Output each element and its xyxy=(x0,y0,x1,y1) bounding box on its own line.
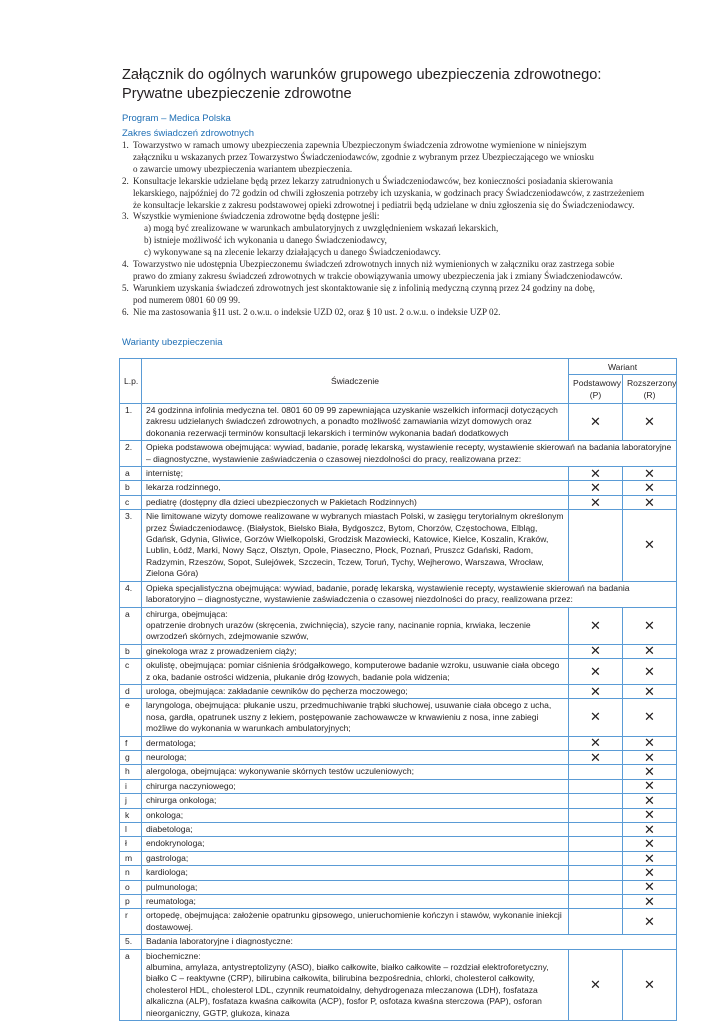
basic-mark: ✕ xyxy=(569,659,623,685)
table-row xyxy=(120,935,677,949)
row-lp: a xyxy=(120,949,142,1020)
intro-line xyxy=(122,200,682,212)
extended-mark: ✕ xyxy=(623,765,677,779)
intro-line xyxy=(122,283,682,295)
intro-text: Warunkiem uzyskania świadczeń zdrowotnych jest skontaktowanie się z infolinią medyczną czynną przez 24 godziny na dobę, xyxy=(133,282,595,293)
row-lp: m xyxy=(120,851,142,865)
row-service: alergologa, obejmująca: wykonywanie skórnych testów uczuleniowych; xyxy=(142,765,569,779)
table-row xyxy=(120,823,677,837)
row-service: Badania laboratoryjne i diagnostyczne: xyxy=(142,935,677,949)
row-service: reumatologa; xyxy=(142,895,569,909)
extended-mark: ✕ xyxy=(623,779,677,793)
row-lp: 5. xyxy=(120,935,142,949)
intro-number xyxy=(122,200,133,212)
variants-table xyxy=(119,358,677,1021)
extended-mark: ✕ xyxy=(623,481,677,495)
intro-number: 4. xyxy=(122,259,129,270)
row-lp: h xyxy=(120,765,142,779)
intro-number xyxy=(122,188,133,200)
basic-mark xyxy=(569,510,623,581)
intro-line xyxy=(122,223,682,235)
extended-mark: ✕ xyxy=(623,404,677,441)
row-lp: 2. xyxy=(120,441,142,467)
extended-mark: ✕ xyxy=(623,794,677,808)
row-lp: e xyxy=(120,699,142,736)
row-service: diabetologa; xyxy=(142,823,569,837)
table-row xyxy=(120,794,677,808)
table-row xyxy=(120,467,677,481)
table-row xyxy=(120,779,677,793)
table-row xyxy=(120,510,677,581)
basic-mark xyxy=(569,909,623,935)
row-lp: b xyxy=(120,481,142,495)
row-lp: i xyxy=(120,779,142,793)
row-service: okulistę, obejmująca: pomiar ciśnienia śródgałkowego, komputerowe badanie wzroku, usuwanie ciała obcego z oka, badanie ostrości widzenia, płukanie dróg łzowych, badanie pola widzenia; xyxy=(142,659,569,685)
intro-text: lekarskiego, najpóźniej do 72 godzin od chwili zgłoszenia potrzeby ich uzyskania, w godzinach pracy Świadczeniodawców, z zastrzeżeniem xyxy=(133,187,645,198)
intro-text: załączniku u wskazanych przez Towarzystwo Świadczeniodawców, zgodnie z wybranym przez Ubezpieczającego we wniosku xyxy=(133,151,594,162)
table-row xyxy=(120,481,677,495)
intro-list xyxy=(122,140,682,319)
row-lp: f xyxy=(120,736,142,750)
header-service: Świadczenie xyxy=(142,359,569,404)
basic-mark xyxy=(569,895,623,909)
intro-line xyxy=(122,235,682,247)
row-service: Opieka podstawowa obejmująca: wywiad, badanie, poradę lekarską, wystawienie recepty, wystawienie skierowań na badania laboratoryjne – diagnostyczne, wystawienie zaświadczenia o czasowej niezdolności do pracy, realizowana przez: xyxy=(142,441,677,467)
intro-line xyxy=(122,188,682,200)
row-lp: p xyxy=(120,895,142,909)
intro-number: 2. xyxy=(122,175,129,186)
row-service: chirurga naczyniowego; xyxy=(142,779,569,793)
intro-line xyxy=(122,164,682,176)
table-row xyxy=(120,750,677,764)
basic-mark: ✕ xyxy=(569,750,623,764)
basic-mark xyxy=(569,808,623,822)
row-service: chirurga onkologa; xyxy=(142,794,569,808)
row-service: dermatologa; xyxy=(142,736,569,750)
intro-line xyxy=(122,176,682,188)
basic-mark: ✕ xyxy=(569,699,623,736)
extended-mark: ✕ xyxy=(623,851,677,865)
basic-mark: ✕ xyxy=(569,949,623,1020)
row-lp: l xyxy=(120,823,142,837)
basic-mark xyxy=(569,823,623,837)
extended-mark: ✕ xyxy=(623,823,677,837)
extended-mark: ✕ xyxy=(623,880,677,894)
row-service: gastrologa; xyxy=(142,851,569,865)
intro-number xyxy=(122,164,133,176)
intro-line xyxy=(122,211,682,223)
row-lp: n xyxy=(120,866,142,880)
extended-mark: ✕ xyxy=(623,895,677,909)
intro-text: prawo do zmiany zakresu świadczeń zdrowotnych w trakcie obowiązywania umowy ubezpieczenia jak i zmiany Świadczeniodawców. xyxy=(133,270,623,281)
intro-number xyxy=(122,271,133,283)
table-row xyxy=(120,659,677,685)
row-lp: a xyxy=(120,607,142,644)
table-row xyxy=(120,581,677,607)
table-row xyxy=(120,699,677,736)
basic-mark: ✕ xyxy=(569,481,623,495)
row-lp: d xyxy=(120,684,142,698)
variants-heading: Warianty ubezpieczenia xyxy=(122,337,223,348)
row-lp: k xyxy=(120,808,142,822)
table-row xyxy=(120,607,677,644)
intro-number: 3. xyxy=(122,211,129,222)
table-row xyxy=(120,495,677,509)
row-service: onkologa; xyxy=(142,808,569,822)
row-service: kardiologa; xyxy=(142,866,569,880)
table-row xyxy=(120,644,677,658)
basic-mark xyxy=(569,794,623,808)
row-service: chirurga, obejmująca: opatrzenie drobnych urazów (skręcenia, zwichnięcia), szycie rany, nacinanie ropnia, krwiaka, leczenie owrzodzeń skórnych, zdejmowanie szwów, xyxy=(142,607,569,644)
extended-mark: ✕ xyxy=(623,644,677,658)
header-variant: Wariant xyxy=(569,359,677,375)
basic-mark xyxy=(569,880,623,894)
table-row xyxy=(120,880,677,894)
basic-mark xyxy=(569,866,623,880)
extended-mark: ✕ xyxy=(623,949,677,1020)
basic-mark: ✕ xyxy=(569,404,623,441)
intro-number xyxy=(133,235,144,247)
intro-line xyxy=(122,307,682,319)
row-lp: c xyxy=(120,659,142,685)
row-lp: g xyxy=(120,750,142,764)
row-lp: 1. xyxy=(120,404,142,441)
basic-mark xyxy=(569,779,623,793)
intro-number: 1. xyxy=(122,140,129,150)
row-lp: 3. xyxy=(120,510,142,581)
row-service: endokrynologa; xyxy=(142,837,569,851)
row-service: urologa, obejmująca: zakładanie cewników do pęcherza moczowego; xyxy=(142,684,569,698)
intro-text: Nie ma zastosowania §11 ust. 2 o.w.u. o indeksie UZD 02, oraz § 10 ust. 2 o.w.u. o indeksie UZP 02. xyxy=(133,306,501,317)
intro-text: pod numerem 0801 60 09 99. xyxy=(133,294,241,305)
title-line-1: Załącznik do ogólnych warunków grupowego ubezpieczenia zdrowotnego: xyxy=(122,67,602,83)
extended-mark: ✕ xyxy=(623,467,677,481)
intro-line xyxy=(122,271,682,283)
extended-mark: ✕ xyxy=(623,684,677,698)
basic-mark: ✕ xyxy=(569,644,623,658)
intro-number: 6. xyxy=(122,306,129,317)
row-lp: c xyxy=(120,495,142,509)
row-service: biochemiczne: albumina, amylaza, antystreptolizyny (ASO), białko całkowite, białko całkowite – rozdział elektroforetyczny, białko C – reaktywne (CRP), bilirubina całkowita, bilirubina bezpośrednia, chlorki, cholesterol całkowity, cholesterol HDL, cholesterol LDL, czynnik reumatoidalny, dehydrogenaza mleczanowa (LDH), fosfataza alkaliczna (ALP), fosfataza kwaśna całkowita (ACP), fosfor P, osfotaza kwaśna sterczowa (PAP), osforan nieorganiczny, GGTP, glukoza, kinaza xyxy=(142,949,569,1020)
intro-line xyxy=(122,140,682,152)
scope-heading: Zakres świadczeń zdrowotnych xyxy=(122,128,254,139)
intro-text: c) wykonywane są na zlecenie lekarzy działających u danego Świadczeniodawcy. xyxy=(144,247,441,258)
row-service: pulmunologa; xyxy=(142,880,569,894)
row-lp: ł xyxy=(120,837,142,851)
row-service: lekarza rodzinnego, xyxy=(142,481,569,495)
intro-number xyxy=(133,223,144,235)
row-service: neurologa; xyxy=(142,750,569,764)
page-title xyxy=(122,66,682,104)
basic-mark: ✕ xyxy=(569,495,623,509)
basic-mark: ✕ xyxy=(569,467,623,481)
basic-mark: ✕ xyxy=(569,684,623,698)
extended-mark: ✕ xyxy=(623,909,677,935)
extended-mark: ✕ xyxy=(623,808,677,822)
row-service: Nie limitowane wizyty domowe realizowane w wybranych miastach Polski, w zasięgu terytorialnym określonym przez Świadczeniodawcę. (Białystok, Bielsko Biała, Bydgoszcz, Bytom, Chorzów, Częstochowa, Elbląg, Gdańsk, Gdynia, Gliwice, Gorzów Wielkopolski, Grodzisk Mazowiecki, Katowice, Kielce, Koszalin, Kraków, Lublin, Łódź, Marki, Nowy Sącz, Olsztyn, Opole, Piaseczno, Płock, Poznań, Pruszcz Gdański, Radom, Radzymin, Rzeszów, Sopot, Sulejówek, Szczecin, Tczew, Toruń, Tychy, Wejherowo, Warszawa, Wrocław, Zielona Góra) xyxy=(142,510,569,581)
row-service: Opieka specjalistyczna obejmująca: wywiad, badanie, poradę lekarską, wystawienie recepty, wystawienie skierowań na badania laboratoryjno – diagnostyczne, wystawienie zaświadczenia o czasowej niezdolności do pracy, realizowana przez: xyxy=(142,581,677,607)
basic-mark xyxy=(569,851,623,865)
table-row xyxy=(120,895,677,909)
row-lp: o xyxy=(120,880,142,894)
row-lp: b xyxy=(120,644,142,658)
intro-text: że konsultacje lekarskie z zakresu podstawowej opieki zdrowotnej i pediatrii będą udzielane w dniu zgłoszenia się do Świadczeniodawcy. xyxy=(133,199,635,210)
table-row xyxy=(120,909,677,935)
intro-text: b) istnieje możliwość ich wykonania u danego Świadczeniodawcy, xyxy=(144,235,387,246)
table-row xyxy=(120,684,677,698)
row-service: pediatrę (dostępny dla dzieci ubezpieczonych w Pakietach Rodzinnych) xyxy=(142,495,569,509)
intro-text: Konsultacje lekarskie udzielane będą przez lekarzy zatrudnionych u Świadczeniodawców, bez konieczności posiadania skierowania xyxy=(133,175,613,186)
extended-mark: ✕ xyxy=(623,659,677,685)
row-service: laryngologa, obejmująca: płukanie uszu, przedmuchiwanie trąbki słuchowej, usuwanie ciała obcego z ucha, nosa, gardła, opatrunek uszny z lekiem, postępowanie zachowawcze w krwawieniu z nosa, inne zabiegi możliwe do wykonania w warunkach ambulatoryjnych; xyxy=(142,699,569,736)
intro-text: Towarzystwo w ramach umowy ubezpieczenia zapewnia Ubezpieczonym świadczenia zdrowotne wymienione w niniejszym xyxy=(133,140,587,150)
title-line-2: Prywatne ubezpieczenie zdrowotne xyxy=(122,86,352,102)
extended-mark: ✕ xyxy=(623,607,677,644)
intro-number xyxy=(133,247,144,259)
header-basic: Podstawowy (P) xyxy=(569,375,623,404)
row-service: internistę; xyxy=(142,467,569,481)
extended-mark: ✕ xyxy=(623,699,677,736)
extended-mark: ✕ xyxy=(623,866,677,880)
table-row xyxy=(120,404,677,441)
program-name: Program – Medica Polska xyxy=(122,113,231,124)
extended-mark: ✕ xyxy=(623,837,677,851)
header-lp: L.p. xyxy=(120,359,142,404)
extended-mark: ✕ xyxy=(623,750,677,764)
intro-text: Wszystkie wymienione świadczenia zdrowotne będą dostępne jeśli: xyxy=(133,211,380,222)
intro-number xyxy=(122,295,133,307)
intro-number: 5. xyxy=(122,282,129,293)
intro-line xyxy=(122,247,682,259)
extended-mark: ✕ xyxy=(623,736,677,750)
intro-line xyxy=(122,259,682,271)
table-row xyxy=(120,866,677,880)
table-row xyxy=(120,851,677,865)
table-row xyxy=(120,837,677,851)
row-service: ortopedę, obejmująca: założenie opatrunku gipsowego, unieruchomienie kończyn i stawów, wykonanie iniekcji dostawowej. xyxy=(142,909,569,935)
basic-mark: ✕ xyxy=(569,736,623,750)
intro-line xyxy=(122,152,682,164)
row-lp: 4. xyxy=(120,581,142,607)
basic-mark xyxy=(569,765,623,779)
row-lp: a xyxy=(120,467,142,481)
intro-line xyxy=(122,295,682,307)
basic-mark xyxy=(569,837,623,851)
intro-text: o zawarcie umowy ubezpieczenia wariantem ubezpieczenia. xyxy=(133,163,353,174)
row-service: ginekologa wraz z prowadzeniem ciąży; xyxy=(142,644,569,658)
row-lp: r xyxy=(120,909,142,935)
extended-mark: ✕ xyxy=(623,495,677,509)
extended-mark: ✕ xyxy=(623,510,677,581)
table-row xyxy=(120,808,677,822)
header-extended: Rozszerzony (R) xyxy=(623,375,677,404)
row-service: 24 godzinna infolinia medyczna tel. 0801 60 09 99 zapewniająca uzyskanie wszelkich informacji dotyczących zakresu udzielanych świadczeń zdrowotnych, a ponadto możliwość zamawiania wizyt domowych oraz dokonania rezerwacji terminów konsultacji lekarskich i terminów wykonania badań dodatkowych xyxy=(142,404,569,441)
row-lp: j xyxy=(120,794,142,808)
intro-number xyxy=(122,152,133,164)
table-row xyxy=(120,949,677,1020)
table-row xyxy=(120,441,677,467)
table-row xyxy=(120,736,677,750)
table-row xyxy=(120,765,677,779)
intro-text: Towarzystwo nie udostępnia Ubezpieczonemu świadczeń zdrowotnych innych niż wymienionych w załączniku oraz zastrzega sobie xyxy=(133,259,615,270)
intro-text: a) mogą być zrealizowane w warunkach ambulatoryjnych z uwzględnieniem wskazań lekarskich, xyxy=(144,223,499,234)
basic-mark: ✕ xyxy=(569,607,623,644)
